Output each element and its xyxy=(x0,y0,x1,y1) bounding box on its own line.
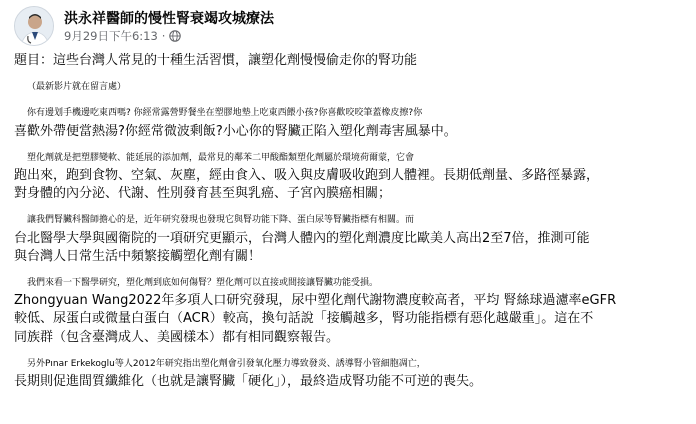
doctor-avatar-icon xyxy=(15,7,54,46)
paragraph-line: 對身體的內分泌、代謝、性別發育甚至與乳癌、子宮內膜癌相關； xyxy=(14,186,392,202)
paragraph-line: 喜歡外帶便當熱湯?你經常微波剩飯?小心你的腎臟正陷入塑化劑毒害風暴中。 xyxy=(14,123,457,139)
paragraph-line: 與台灣人日常生活中頻繁接觸塑化劑有關！ xyxy=(14,248,262,264)
paragraph-line: 跑出來，跑到食物、空氣、灰塵，經由食入、吸入與皮膚吸收跑到人體裡。長期低劑量、多路徑暴露， xyxy=(14,168,600,184)
paragraph-line: 同族群（包含臺灣成人、美國樣本）都有相同觀察報告。 xyxy=(14,329,340,345)
paragraph-line: Zhongyuan Wang2022年多項人口研究發現，尿中塑化劑代謝物濃度較高者，平均 腎絲球過濾率eGFR xyxy=(14,293,617,309)
paragraph-line: 較低、尿蛋白或微量白蛋白（ACR）較高，換句話說「接觸越多，腎功能指標有惡化越嚴重」。這在不 xyxy=(14,311,594,327)
post-meta xyxy=(64,28,181,44)
avatar[interactable] xyxy=(14,6,54,46)
post-title: 題目：這些台灣人常見的十種生活習慣，讓塑化劑慢慢偷走你的腎功能 xyxy=(14,53,418,68)
post-body xyxy=(14,52,686,391)
paragraph-line: 塑化劑就是把塑膠變軟、能延展的添加劑，最常見的鄰苯二甲酸酯類塑化劑屬於環境荷爾蒙，它會 xyxy=(27,152,415,163)
author-name[interactable]: 洪永祥醫師的慢性腎衰竭攻城療法 xyxy=(64,11,274,27)
meta-separator: · xyxy=(161,29,166,43)
post-timestamp[interactable]: 9月29日下午6:13 xyxy=(64,29,158,43)
paragraph-line: 你有邊划手機邊吃東西嗎? 你經常露營野餐坐在塑膠地墊上吃東西餵小孩?你喜歡咬咬筆蓋橡皮擦?你 xyxy=(27,108,423,119)
globe-icon[interactable] xyxy=(169,30,181,42)
paragraph-line: 台北醫學大學與國衛院的一項研究更顯示，台灣人體內的塑化劑濃度比歐美人高出2至7倍，推測可能 xyxy=(14,230,590,246)
paragraph-line: 我們來看一下醫學研究，塑化劑到底如何傷腎？塑化劑可以直接或間接讓腎臟功能受損。 xyxy=(27,278,379,289)
paragraph-line: 長期則促進間質纖維化（也就是讓腎臟「硬化」），最終造成腎功能不可逆的喪失。 xyxy=(14,374,483,390)
post-header xyxy=(14,6,684,46)
paragraph-line: 讓我們腎臟科醫師擔心的是，近年研究發現也發現它與腎功能下降、蛋白尿等腎臟指標有相關。而 xyxy=(27,215,415,226)
video-note: （最新影片就在留言處） xyxy=(27,82,127,93)
paragraph-line: 另外Pınar Erkekoglu等人2012年研究指出塑化劑會引發氧化壓力導致發炎、誘導腎小管細胞凋亡， xyxy=(27,358,426,369)
